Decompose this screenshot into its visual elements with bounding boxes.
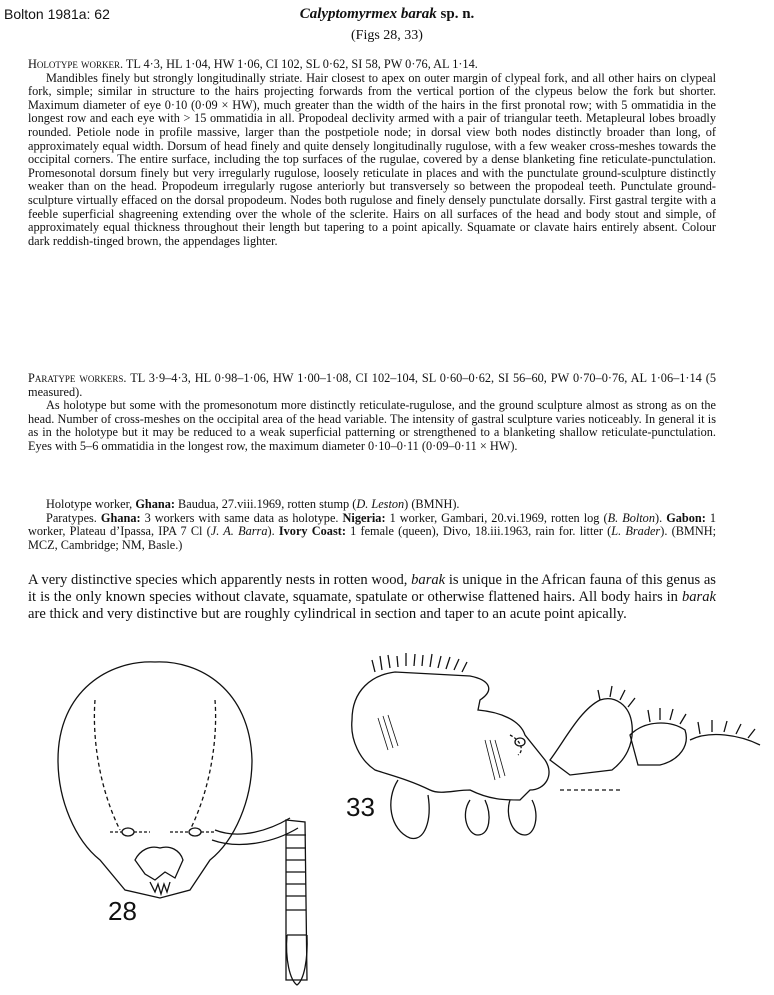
hairs-dorsal [372, 653, 467, 672]
country-ghana: Ghana: [135, 497, 175, 511]
antennal-socket-right [189, 828, 201, 836]
paratype-heading: Paratype workers. [28, 371, 127, 385]
paratype-section [28, 372, 716, 454]
holotype-section [28, 58, 716, 248]
discussion-paragraph: A very distinctive species which apparently nests in rotten wood, barak is unique in the African fauna of this genus as it is the only known species without clavate, squamate, spatulate or otherwise flattened hairs. All body hairs in barak are thick and very distinctive but are roughly cylindrical in section and taper to an acute point apically. [28, 572, 716, 622]
promesonotum-outline [352, 672, 549, 800]
petiole-node [550, 699, 632, 775]
species-title [0, 6, 774, 23]
mandible-teeth [150, 882, 170, 894]
paratype-material: Paratypes. Ghana: 3 workers with same data as holotype. Nigeria: 1 worker, Gambari, 20.vi.1969, rotten log (B. Bolton). Gabon: 1 worker, Plateau d’Ipassa, IPA 7 Cl (J. A. Barra). Ivory Coast: 1 female (queen), Divo, 18.iii.1963, rain for. litter (L. Brader). (BMNH; MCZ, Cambridge; NM, Basle.) [28, 510, 717, 552]
clypeal-fork [135, 847, 183, 880]
figures-reference: (Figs 28, 33) [351, 28, 423, 43]
fig33-label: 33 [346, 792, 375, 822]
fig28-label: 28 [108, 896, 137, 926]
propodeal-sculpture [485, 740, 505, 780]
head-outline [58, 662, 252, 898]
antennal-funiculus [286, 820, 307, 980]
frontal-carina-left [94, 700, 120, 830]
antennal-socket-left [122, 828, 134, 836]
species-name: Calyptomyrmex barak [299, 6, 437, 22]
holotype-material: Holotype worker, Ghana: Baudua, 27.viii.1969, rotten stump (D. Leston) (BMNH). [46, 497, 460, 511]
coxa-2 [465, 800, 489, 835]
material-section [28, 498, 716, 552]
holotype-description: Mandibles finely but strongly longitudinally striate. Hair closest to apex on outer margin of clypeal fork, and all other hairs on clypeal fork, simple; similar in structure to the hairs projecting forwards from the vertical portion of the clypeus below the fork but shorter. Maximum diameter of eye 0·10 (0·09 × HW), much greater than the width of the hairs in the first pronotal row; with 5 ommatidia in the longest row and each eye with > 15 ommatidia in all. Propodeal declivity armed with a pair of triangular teeth. Metapleural lobes broadly rounded. Petiole node in profile massive, larger than the postpetiole node; in dorsal view both nodes distinctly broader than long, of approximately equal width. Dorsum of head finely and quite densely longitudinally rugulose, with a few weaker cross-meshes towards the occipital corners. The entire surface, including the top surfaces of the rugulae, covered by a dense blanketing fine reticulate-punctulation. Promesonotal dorsum finely but very irregularly rugulose, loosely reticulate in places and with the punctulate ground-sculpture distinctly weaker than on the head. Propodeum irregularly rugose anteriorly but transversely so between the propodeal teeth. Punctulate ground-sculpture virtually effaced on the dorsal propodeum. Nodes both rugulose and finely densely punctulate dorsally. First gastral tergite with a feeble superficial shagreening extending over the whole of the sclerite. Hairs on all surfaces of the head and body stout and simple, of approximately equal thickness throughout their length but tapering to a point apically. Squamate or clavate hairs entirely absent. Colour dark reddish-tinged brown, the appendages lighter. [28, 70, 716, 248]
coxa-1 [391, 780, 429, 838]
postpetiole-node [630, 723, 686, 765]
species-novelty-mark: sp. n. [440, 6, 475, 22]
antennal-scape [215, 818, 290, 834]
paratype-description: As holotype but some with the promesonotum more distinctly reticulate-rugulose, and the ground sculpture almost as strong as on the head. Number of cross-meshes on the occipital area of the head variable. The intensity of gastral sculpture varies noticeably. In general it is as in the holotype but it may be reduced to a weak superficial patterning or strengthened to a blanketing shallow reticulate-punctulation. Eyes with 5–6 ommatidia in the longest row, the maximum diameter 0·10–0·11 (0·09–0·11 × HW). [28, 398, 716, 453]
paratype-measurements: TL 3·9–4·3, HL 0·98–1·06, HW 1·00–1·08, CI 102–104, SL 0·60–0·62, SI 56–60, PW 0·70–0·76, AL 1·06–1·14 (5 measured). [28, 371, 717, 399]
collector-name: D. Leston [356, 497, 405, 511]
holotype-measurements: TL 4·3, HL 1·04, HW 1·06, CI 102, SL 0·62, SI 58, PW 0·76, AL 1·14. [125, 57, 478, 71]
coxa-3 [508, 800, 536, 835]
holotype-heading: Holotype worker. [28, 57, 124, 71]
citation-header: Bolton 1981a: 62 [4, 6, 110, 22]
gaster-start [690, 735, 760, 745]
frontal-carina-right [190, 700, 216, 830]
